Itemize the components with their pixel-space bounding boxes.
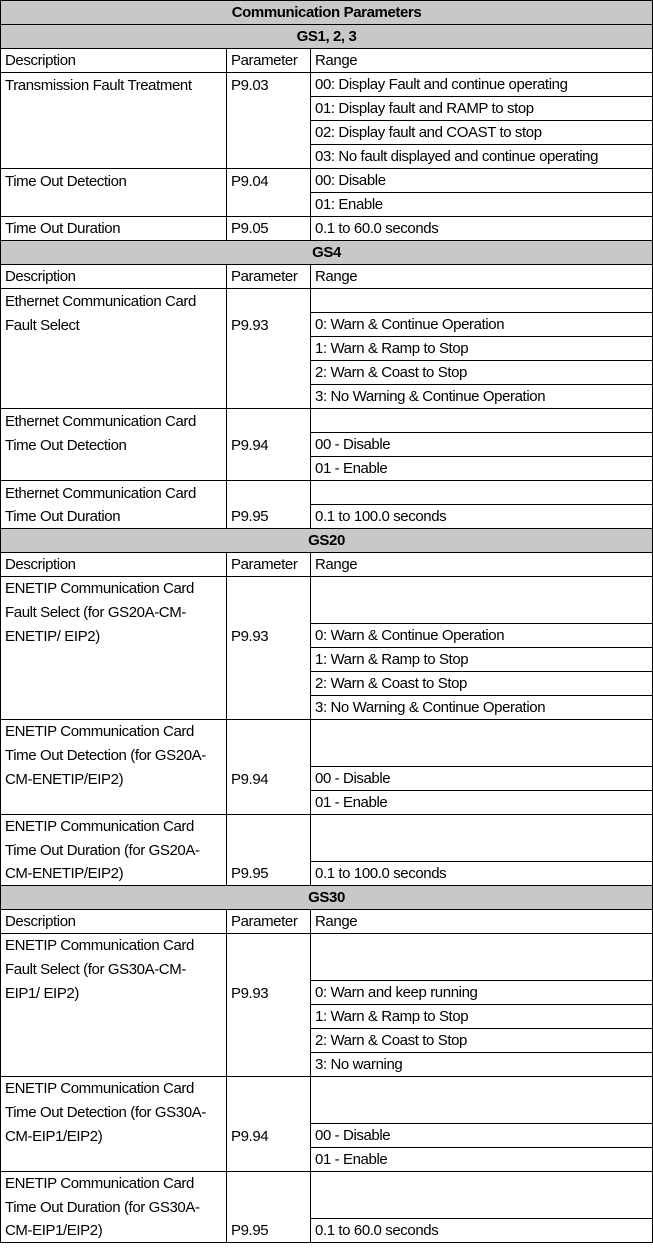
range-cell: 3: No warning xyxy=(311,1053,653,1077)
description-cell xyxy=(1,337,227,361)
parameter-cell xyxy=(227,1029,311,1053)
column-header-range: Range xyxy=(311,553,653,577)
table-row xyxy=(1,193,653,217)
section-header-row xyxy=(1,529,653,553)
table-title: Communication Parameters xyxy=(1,1,653,25)
column-header-row xyxy=(1,910,653,934)
description-cell: ENETIP Communication Card xyxy=(1,720,227,744)
table-row xyxy=(1,169,653,193)
parameter-cell xyxy=(227,1077,311,1101)
range-cell: 00 - Disable xyxy=(311,1124,653,1148)
description-cell: ENETIP Communication Card xyxy=(1,577,227,601)
table-row xyxy=(1,767,653,791)
table-row xyxy=(1,743,653,767)
description-cell: Time Out Detection xyxy=(1,433,227,457)
table-row xyxy=(1,97,653,121)
table-row xyxy=(1,1077,653,1101)
column-header-description: Description xyxy=(1,49,227,73)
range-cell: 01: Display fault and RAMP to stop xyxy=(311,97,653,121)
range-cell: 0: Warn & Continue Operation xyxy=(311,313,653,337)
section-title: GS20 xyxy=(1,529,653,553)
range-cell xyxy=(311,934,653,958)
section-title: GS30 xyxy=(1,886,653,910)
column-header-parameter: Parameter xyxy=(227,910,311,934)
description-cell xyxy=(1,1029,227,1053)
column-header-description: Description xyxy=(1,265,227,289)
table-row xyxy=(1,337,653,361)
parameter-cell xyxy=(227,1195,311,1219)
description-cell: EIP1/ EIP2) xyxy=(1,981,227,1005)
description-cell: Time Out Detection xyxy=(1,169,227,193)
table-row xyxy=(1,720,653,744)
section-title: GS4 xyxy=(1,241,653,265)
parameter-cell xyxy=(227,481,311,505)
table-row xyxy=(1,121,653,145)
description-cell xyxy=(1,385,227,409)
parameter-cell xyxy=(227,1100,311,1124)
table-row xyxy=(1,289,653,313)
description-cell xyxy=(1,648,227,672)
column-header-description: Description xyxy=(1,910,227,934)
range-cell: 2: Warn & Coast to Stop xyxy=(311,672,653,696)
description-cell xyxy=(1,97,227,121)
range-cell: 02: Display fault and COAST to stop xyxy=(311,121,653,145)
table-row xyxy=(1,791,653,815)
range-cell xyxy=(311,1172,653,1196)
description-cell: CM-ENETIP/EIP2) xyxy=(1,862,227,886)
description-cell: Fault Select (for GS30A-CM- xyxy=(1,957,227,981)
table-row xyxy=(1,481,653,505)
description-cell: Time Out Duration (for GS30A- xyxy=(1,1195,227,1219)
range-cell xyxy=(311,720,653,744)
parameter-cell: P9.03 xyxy=(227,73,311,97)
range-cell: 3: No Warning & Continue Operation xyxy=(311,696,653,720)
table-row xyxy=(1,981,653,1005)
title-row xyxy=(1,1,653,25)
table-row xyxy=(1,648,653,672)
section-header-row xyxy=(1,886,653,910)
table-row xyxy=(1,145,653,169)
parameter-cell: P9.95 xyxy=(227,862,311,886)
column-header-parameter: Parameter xyxy=(227,265,311,289)
description-cell xyxy=(1,193,227,217)
description-cell: ENETIP Communication Card xyxy=(1,815,227,839)
parameter-cell xyxy=(227,193,311,217)
range-cell: 01 - Enable xyxy=(311,457,653,481)
table-row xyxy=(1,1172,653,1196)
table-row xyxy=(1,1100,653,1124)
range-cell xyxy=(311,1077,653,1101)
range-cell: 03: No fault displayed and continue operating xyxy=(311,145,653,169)
range-cell: 00: Display Fault and continue operating xyxy=(311,73,653,97)
description-cell xyxy=(1,672,227,696)
parameter-cell: P9.95 xyxy=(227,505,311,529)
range-cell xyxy=(311,577,653,601)
parameter-cell xyxy=(227,791,311,815)
section-header-row xyxy=(1,241,653,265)
parameter-cell xyxy=(227,361,311,385)
parameter-cell xyxy=(227,957,311,981)
range-cell: 00 - Disable xyxy=(311,433,653,457)
parameter-cell xyxy=(227,1172,311,1196)
table-row xyxy=(1,457,653,481)
section-title: GS1, 2, 3 xyxy=(1,25,653,49)
column-header-range: Range xyxy=(311,49,653,73)
parameter-cell xyxy=(227,457,311,481)
table-row xyxy=(1,672,653,696)
parameter-cell: P9.93 xyxy=(227,981,311,1005)
table-row xyxy=(1,1219,653,1243)
range-cell xyxy=(311,600,653,624)
parameter-cell xyxy=(227,409,311,433)
parameter-cell: P9.93 xyxy=(227,313,311,337)
description-cell: Time Out Duration (for GS20A- xyxy=(1,838,227,862)
description-cell: ENETIP Communication Card xyxy=(1,934,227,958)
range-cell: 0: Warn & Continue Operation xyxy=(311,624,653,648)
table-row xyxy=(1,862,653,886)
table-row xyxy=(1,577,653,601)
description-cell: CM-EIP1/EIP2) xyxy=(1,1124,227,1148)
range-cell: 1: Warn & Ramp to Stop xyxy=(311,337,653,361)
column-header-row xyxy=(1,265,653,289)
table-row xyxy=(1,505,653,529)
description-cell xyxy=(1,121,227,145)
column-header-description: Description xyxy=(1,553,227,577)
table-row xyxy=(1,1195,653,1219)
description-cell: ENETIP Communication Card xyxy=(1,1077,227,1101)
description-cell: Time Out Duration xyxy=(1,217,227,241)
parameter-cell: P9.94 xyxy=(227,433,311,457)
table-row xyxy=(1,217,653,241)
range-cell xyxy=(311,838,653,862)
column-header-range: Range xyxy=(311,265,653,289)
range-cell: 2: Warn & Coast to Stop xyxy=(311,361,653,385)
parameter-cell: P9.04 xyxy=(227,169,311,193)
table-row xyxy=(1,624,653,648)
table-row xyxy=(1,1124,653,1148)
parameter-cell: P9.93 xyxy=(227,624,311,648)
parameter-cell xyxy=(227,1005,311,1029)
description-cell: Fault Select xyxy=(1,313,227,337)
description-cell: Time Out Detection (for GS20A- xyxy=(1,743,227,767)
description-cell: ENETIP/ EIP2) xyxy=(1,624,227,648)
parameter-cell xyxy=(227,289,311,313)
range-cell xyxy=(311,1195,653,1219)
description-cell xyxy=(1,1053,227,1077)
column-header-row xyxy=(1,553,653,577)
parameter-cell xyxy=(227,97,311,121)
table-body xyxy=(1,1,653,1243)
table-row xyxy=(1,934,653,958)
column-header-range: Range xyxy=(311,910,653,934)
parameter-cell xyxy=(227,743,311,767)
description-cell: Ethernet Communication Card xyxy=(1,409,227,433)
range-cell xyxy=(311,957,653,981)
table-row xyxy=(1,1005,653,1029)
description-cell: CM-ENETIP/EIP2) xyxy=(1,767,227,791)
range-cell xyxy=(311,481,653,505)
parameter-cell xyxy=(227,121,311,145)
parameter-cell xyxy=(227,577,311,601)
parameter-cell: P9.95 xyxy=(227,1219,311,1243)
range-cell: 0: Warn and keep running xyxy=(311,981,653,1005)
range-cell: 00 - Disable xyxy=(311,767,653,791)
column-header-parameter: Parameter xyxy=(227,49,311,73)
parameter-cell xyxy=(227,1053,311,1077)
range-cell: 1: Warn & Ramp to Stop xyxy=(311,648,653,672)
description-cell xyxy=(1,1005,227,1029)
table-row xyxy=(1,313,653,337)
parameter-cell xyxy=(227,385,311,409)
table-row xyxy=(1,1029,653,1053)
table-row xyxy=(1,600,653,624)
description-cell: ENETIP Communication Card xyxy=(1,1172,227,1196)
table-row xyxy=(1,1148,653,1172)
description-cell xyxy=(1,361,227,385)
description-cell: Fault Select (for GS20A-CM- xyxy=(1,600,227,624)
range-cell: 1: Warn & Ramp to Stop xyxy=(311,1005,653,1029)
parameter-cell xyxy=(227,934,311,958)
range-cell: 0.1 to 100.0 seconds xyxy=(311,862,653,886)
description-cell xyxy=(1,791,227,815)
parameter-cell xyxy=(227,600,311,624)
table-row xyxy=(1,385,653,409)
table-row xyxy=(1,957,653,981)
table-row xyxy=(1,361,653,385)
description-cell xyxy=(1,145,227,169)
range-cell: 01 - Enable xyxy=(311,791,653,815)
parameter-cell: P9.94 xyxy=(227,1124,311,1148)
description-cell: Ethernet Communication Card xyxy=(1,481,227,505)
parameter-cell xyxy=(227,1148,311,1172)
parameter-cell: P9.94 xyxy=(227,767,311,791)
range-cell: 00: Disable xyxy=(311,169,653,193)
description-cell: Transmission Fault Treatment xyxy=(1,73,227,97)
parameter-cell xyxy=(227,815,311,839)
range-cell xyxy=(311,409,653,433)
range-cell: 3: No Warning & Continue Operation xyxy=(311,385,653,409)
range-cell: 2: Warn & Coast to Stop xyxy=(311,1029,653,1053)
range-cell: 0.1 to 100.0 seconds xyxy=(311,505,653,529)
parameter-cell xyxy=(227,720,311,744)
parameter-cell: P9.05 xyxy=(227,217,311,241)
description-cell xyxy=(1,1148,227,1172)
range-cell xyxy=(311,743,653,767)
range-cell: 0.1 to 60.0 seconds xyxy=(311,1219,653,1243)
column-header-row xyxy=(1,49,653,73)
table-row xyxy=(1,409,653,433)
description-cell xyxy=(1,696,227,720)
table-row xyxy=(1,73,653,97)
table-row xyxy=(1,433,653,457)
parameter-cell xyxy=(227,672,311,696)
range-cell: 01 - Enable xyxy=(311,1148,653,1172)
description-cell xyxy=(1,457,227,481)
range-cell: 01: Enable xyxy=(311,193,653,217)
range-cell xyxy=(311,1100,653,1124)
table-row xyxy=(1,1053,653,1077)
table-row xyxy=(1,838,653,862)
parameter-cell xyxy=(227,337,311,361)
column-header-parameter: Parameter xyxy=(227,553,311,577)
range-cell xyxy=(311,815,653,839)
description-cell: Time Out Duration xyxy=(1,505,227,529)
description-cell: Time Out Detection (for GS30A- xyxy=(1,1100,227,1124)
table-row xyxy=(1,815,653,839)
table-row xyxy=(1,696,653,720)
section-header-row xyxy=(1,25,653,49)
parameter-cell xyxy=(227,696,311,720)
description-cell: CM-EIP1/EIP2) xyxy=(1,1219,227,1243)
parameter-cell xyxy=(227,145,311,169)
parameter-cell xyxy=(227,648,311,672)
parameter-cell xyxy=(227,838,311,862)
range-cell xyxy=(311,289,653,313)
range-cell: 0.1 to 60.0 seconds xyxy=(311,217,653,241)
description-cell: Ethernet Communication Card xyxy=(1,289,227,313)
